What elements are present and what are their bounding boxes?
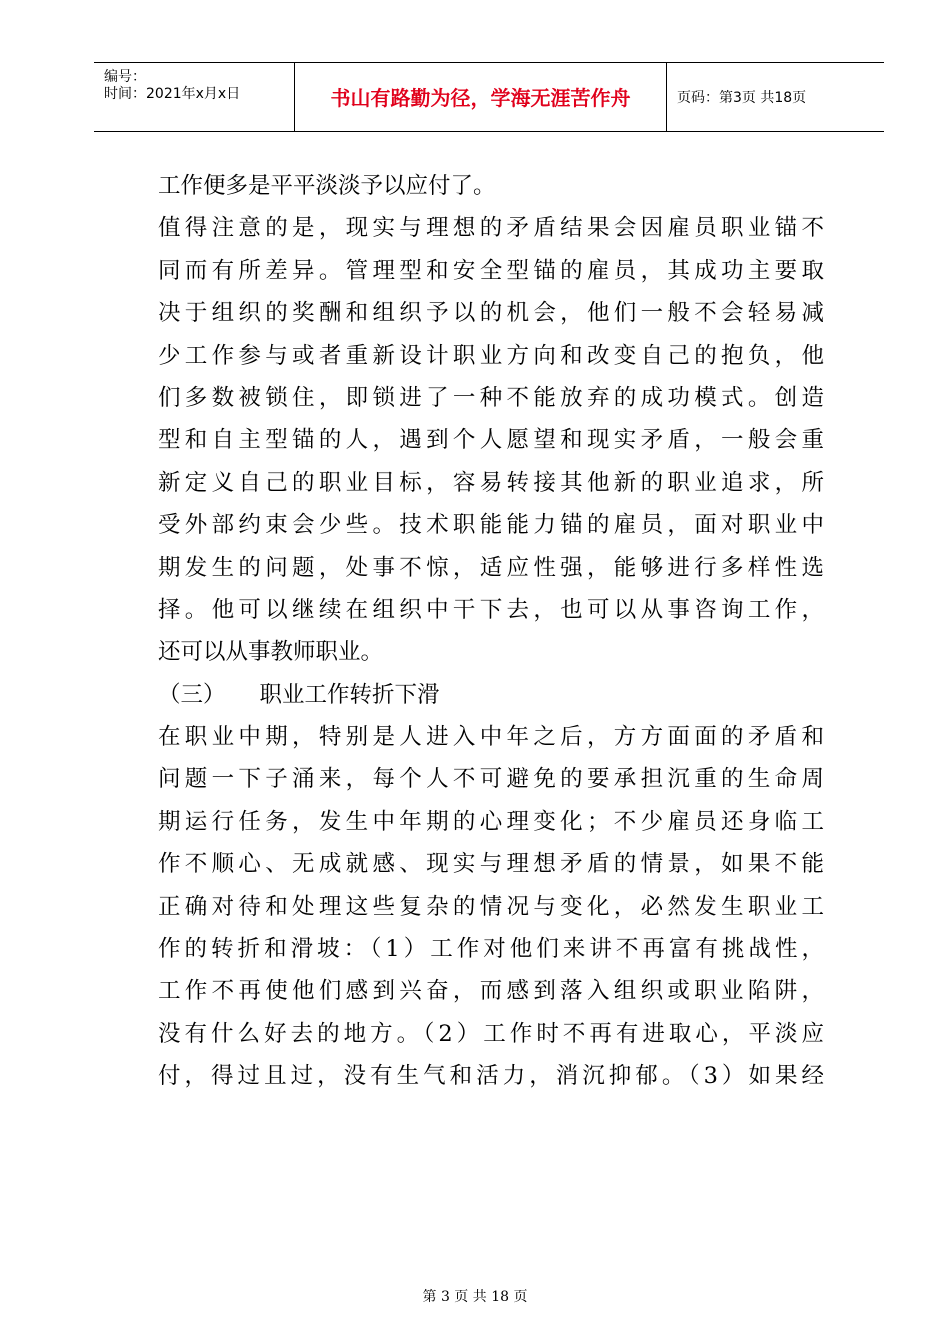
serial-number-label: 编号：: [104, 69, 146, 85]
text-line: 同而有所差异。管理型和安全型锚的雇员，其成功主要取: [158, 257, 824, 284]
text-line: 在职业中期，特别是人进入中年之后，方方面面的矛盾和: [158, 724, 824, 751]
header-info-cell: [94, 63, 295, 131]
text-line: 们多数被锁住，即锁进了一种不能放弃的成功模式。创造: [158, 384, 824, 411]
section-heading: [158, 674, 824, 716]
header-page-cell: [667, 63, 884, 131]
section-number: （三）: [158, 681, 226, 708]
text-line: 工作便多是平平淡淡予以应付了。: [158, 173, 496, 199]
text-line: 作不顺心、无成就感、现实与理想矛盾的情景，如果不能: [158, 851, 824, 878]
text-line: 少工作参与或者重新设计职业方向和改变自己的抱负，他: [158, 342, 824, 369]
header-motto: 书山有路勤为径，学海无涯苦作舟: [330, 86, 631, 110]
text-line: 问题一下子涌来，每个人不可避免的要承担沉重的生命周: [158, 766, 824, 793]
text-line: 作的转折和滑坡：（1）工作对他们来讲不再富有挑战性，: [158, 936, 824, 963]
document-body: [158, 165, 824, 1098]
text-line: 择。他可以继续在组织中干下去，也可以从事咨询工作，: [158, 596, 824, 623]
page-header: [94, 62, 884, 132]
text-line: 值得注意的是，现实与理想的矛盾结果会因雇员职业锚不: [158, 215, 824, 242]
text-line: 还可以从事教师职业。: [158, 639, 384, 666]
header-page-code: 页码：第3页 共18页: [677, 90, 807, 106]
text-line: 受外部约束会少些。技术职能能力锚的雇员，面对职业中: [158, 512, 824, 539]
text-line: 付，得过且过，没有生气和活力，消沉抑郁。（3）如果经: [158, 1063, 824, 1090]
page-footer: 第 3 页 共 18 页: [422, 1289, 528, 1305]
text-line: 期运行任务，发生中年期的心理变化；不少雇员还身临工: [158, 808, 824, 835]
section-title: 职业工作转折下滑: [259, 681, 440, 708]
text-line: 新定义自己的职业目标，容易转接其他新的职业追求，所: [158, 469, 824, 496]
text-line: 期发生的问题，处事不惊，适应性强，能够进行多样性选: [158, 554, 824, 581]
text-line: 正确对待和处理这些复杂的情况与变化，必然发生职业工: [158, 893, 824, 920]
time-label: 时间：2021年x月x日: [104, 86, 241, 102]
text-line: 型和自主型锚的人，遇到个人愿望和现实矛盾，一般会重: [158, 427, 824, 454]
text-line: 决于组织的奖酬和组织予以的机会，他们一般不会轻易减: [158, 300, 824, 327]
text-line: 工作不再使他们感到兴奋，而感到落入组织或职业陷阱，: [158, 978, 824, 1005]
text-line: 没有什么好去的地方。（2）工作时不再有进取心，平淡应: [158, 1020, 824, 1047]
header-motto-cell: [295, 63, 667, 131]
